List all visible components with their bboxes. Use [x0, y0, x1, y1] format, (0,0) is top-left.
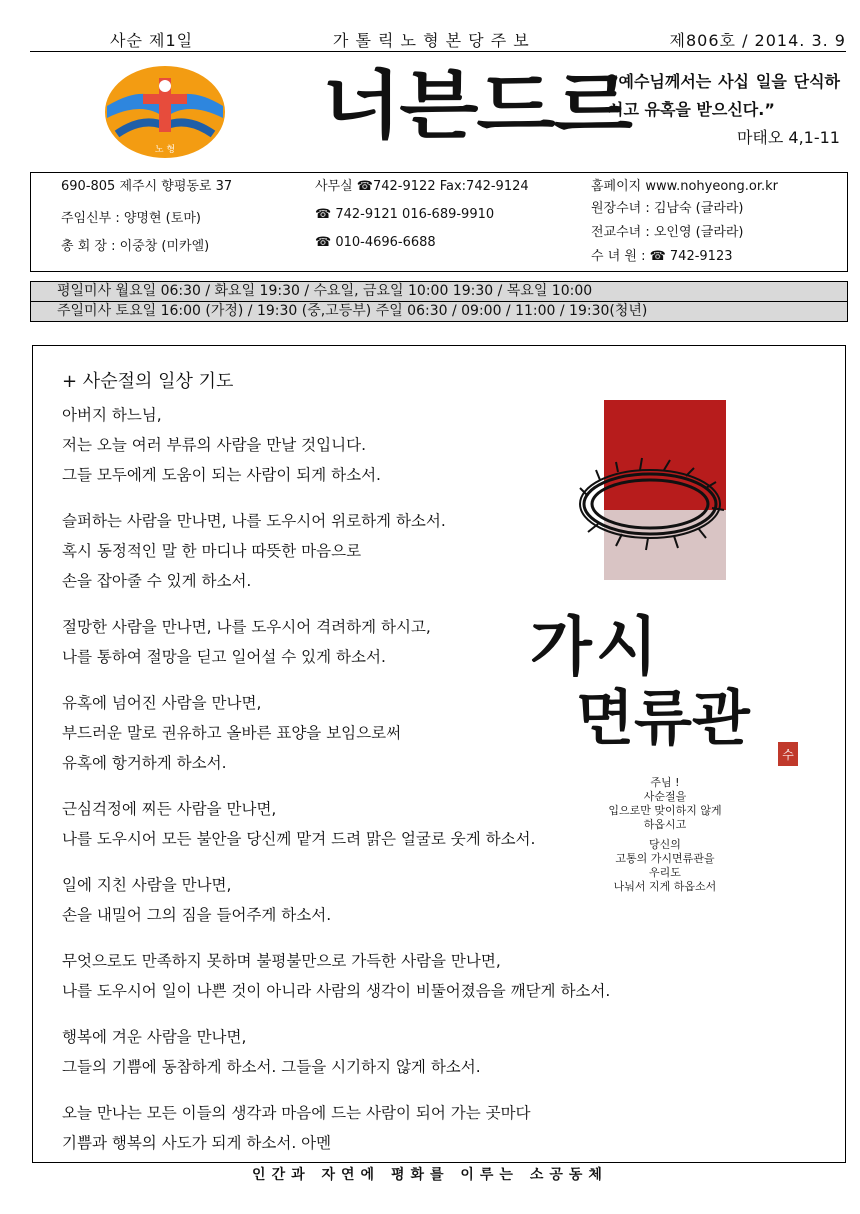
- prayer-line: 부드러운 말로 권유하고 올바른 표양을 보임으로써: [62, 724, 402, 742]
- masthead-title: 너븐드르: [322, 63, 631, 150]
- head-sister: 원장수녀 : 김남숙 (글라라): [591, 201, 744, 216]
- prayer-line: 근심걱정에 찌든 사람을 만나면,: [62, 800, 277, 818]
- sunday-mass: 주일미사 토요일 16:00 (가정) / 19:30 (중,고등부) 주일 06:30 / 09:00 / 11:00 / 19:30(청년): [31, 301, 847, 321]
- bulletin-name: 가 톨 릭 노 형 본 당 주 보: [332, 31, 530, 50]
- phone-1: ☎ 742-9121 016-689-9910: [315, 207, 495, 222]
- pastor: 주임신부 : 양명현 (토마): [61, 211, 201, 226]
- issue-date: 제806호 / 2014. 3. 9: [669, 31, 846, 50]
- poem-line: 하옵시고: [643, 818, 687, 831]
- calligraphy-line-1: 가시: [530, 610, 662, 685]
- prayer-line: 오늘 만나는 모든 이들의 생각과 마음에 드는 사람이 되어 가는 곳마다: [62, 1104, 531, 1122]
- prayer-line: 나를 통하여 절망을 딛고 일어설 수 있게 하소서.: [62, 648, 386, 666]
- office-phone: 사무실 ☎742-9122 Fax:742-9124: [315, 179, 529, 194]
- logo-label: 노 형: [154, 145, 176, 155]
- prayer-line: 무엇으로도 만족하지 못하며 불평불만으로 가득한 사람을 만나면,: [62, 952, 501, 970]
- crown-of-thorns-image: [578, 400, 728, 580]
- parish-logo: [103, 64, 227, 160]
- prayer-line: 아버지 하느님,: [62, 406, 162, 424]
- prayer-line: 혹시 동정적인 말 한 마디나 따뜻한 마음으로: [62, 542, 362, 560]
- parish-info-box: [30, 172, 848, 272]
- prayer-line: 행복에 겨운 사람을 만나면,: [62, 1028, 247, 1046]
- prayer-paragraph: [62, 1022, 762, 1082]
- weekday-mass: 평일미사 월요일 06:30 / 화요일 19:30 / 수요일, 금요일 10:00 19:30 / 목요일 10:00: [57, 283, 593, 299]
- phone-2: ☎ 010-4696-6688: [315, 235, 436, 250]
- prayer-line: 기쁨과 행복의 사도가 되게 하소서. 아멘: [62, 1134, 332, 1152]
- poem-line: 나눠서 지게 하옵소서: [613, 880, 717, 893]
- convent-phone: 수 녀 원 : ☎ 742-9123: [591, 249, 733, 264]
- header-line: [30, 28, 846, 51]
- quote-reference: 마태오 4,1-11: [736, 128, 840, 147]
- prayer-line: 유혹에 넘어진 사람을 만나면,: [62, 694, 262, 712]
- liturgical-day: 사순 제1일: [110, 31, 194, 50]
- mission-sister: 전교수녀 : 오인영 (글라라): [591, 225, 744, 240]
- prayer-line: 나를 도우시어 모든 불안을 당신께 맡겨 드려 맑은 얼굴로 웃게 하소서.: [62, 830, 536, 848]
- artist-seal: 수: [778, 742, 798, 766]
- prayer-line: 그들 모두에게 도움이 되는 사람이 되게 하소서.: [62, 466, 381, 484]
- prayer-line: 그들의 기쁨에 동참하게 하소서. 그들을 시기하지 않게 하소서.: [62, 1058, 481, 1076]
- prayer-line: 저는 오늘 여러 부류의 사람을 만날 것입니다.: [62, 436, 367, 454]
- prayer-line: 손을 내밀어 그의 짐을 들어주게 하소서.: [62, 906, 332, 924]
- poem-line: 고통의 가시면류관을: [615, 852, 715, 865]
- address: 690-805 제주시 향평동로 37: [61, 179, 233, 194]
- council-president: 총 회 장 : 이중창 (미카엘): [61, 239, 210, 254]
- prayer-line: 유혹에 항거하게 하소서.: [62, 754, 227, 772]
- prayer-line: 손을 잡아줄 수 있게 하소서.: [62, 572, 252, 590]
- gospel-quote: [608, 68, 840, 152]
- prayer-line: 나를 도우시어 일이 나쁜 것이 아니라 사람의 생각이 비뚤어졌음을 깨닫게 하소서.: [62, 982, 611, 1000]
- prayer-paragraph: [62, 1098, 762, 1158]
- calligraphy-line-2: 면류관: [576, 684, 750, 754]
- quote-text: “예수님께서는 사십 일을 단식하시고 유혹을 받으신다.”: [608, 72, 840, 119]
- poem-line: 사순절을: [643, 790, 687, 803]
- prayer-line: 슬퍼하는 사람을 만나면, 나를 도우시어 위로하게 하소서.: [62, 512, 446, 530]
- homepage: 홈페이지 www.nohyeong.or.kr: [591, 179, 779, 194]
- artwork-poem: [590, 776, 740, 894]
- footer-motto: 인간과 자연에 평화를 이루는 소공동체: [252, 1167, 608, 1183]
- article-title: + 사순절의 일상 기도: [62, 371, 234, 392]
- poem-line: 우리도: [649, 866, 681, 879]
- mass-schedule: [30, 281, 848, 322]
- header-rule: [30, 51, 846, 52]
- poem-line: 주님 !: [650, 776, 680, 789]
- calligraphy-artwork: [530, 612, 800, 772]
- poem-line: 입으로만 맞이하지 않게: [608, 804, 722, 817]
- prayer-line: 일에 지친 사람을 만나면,: [62, 876, 232, 894]
- prayer-paragraph: [62, 946, 762, 1006]
- prayer-line: 절망한 사람을 만나면, 나를 도우시어 격려하게 하시고,: [62, 618, 431, 636]
- poem-line: 당신의: [649, 838, 681, 851]
